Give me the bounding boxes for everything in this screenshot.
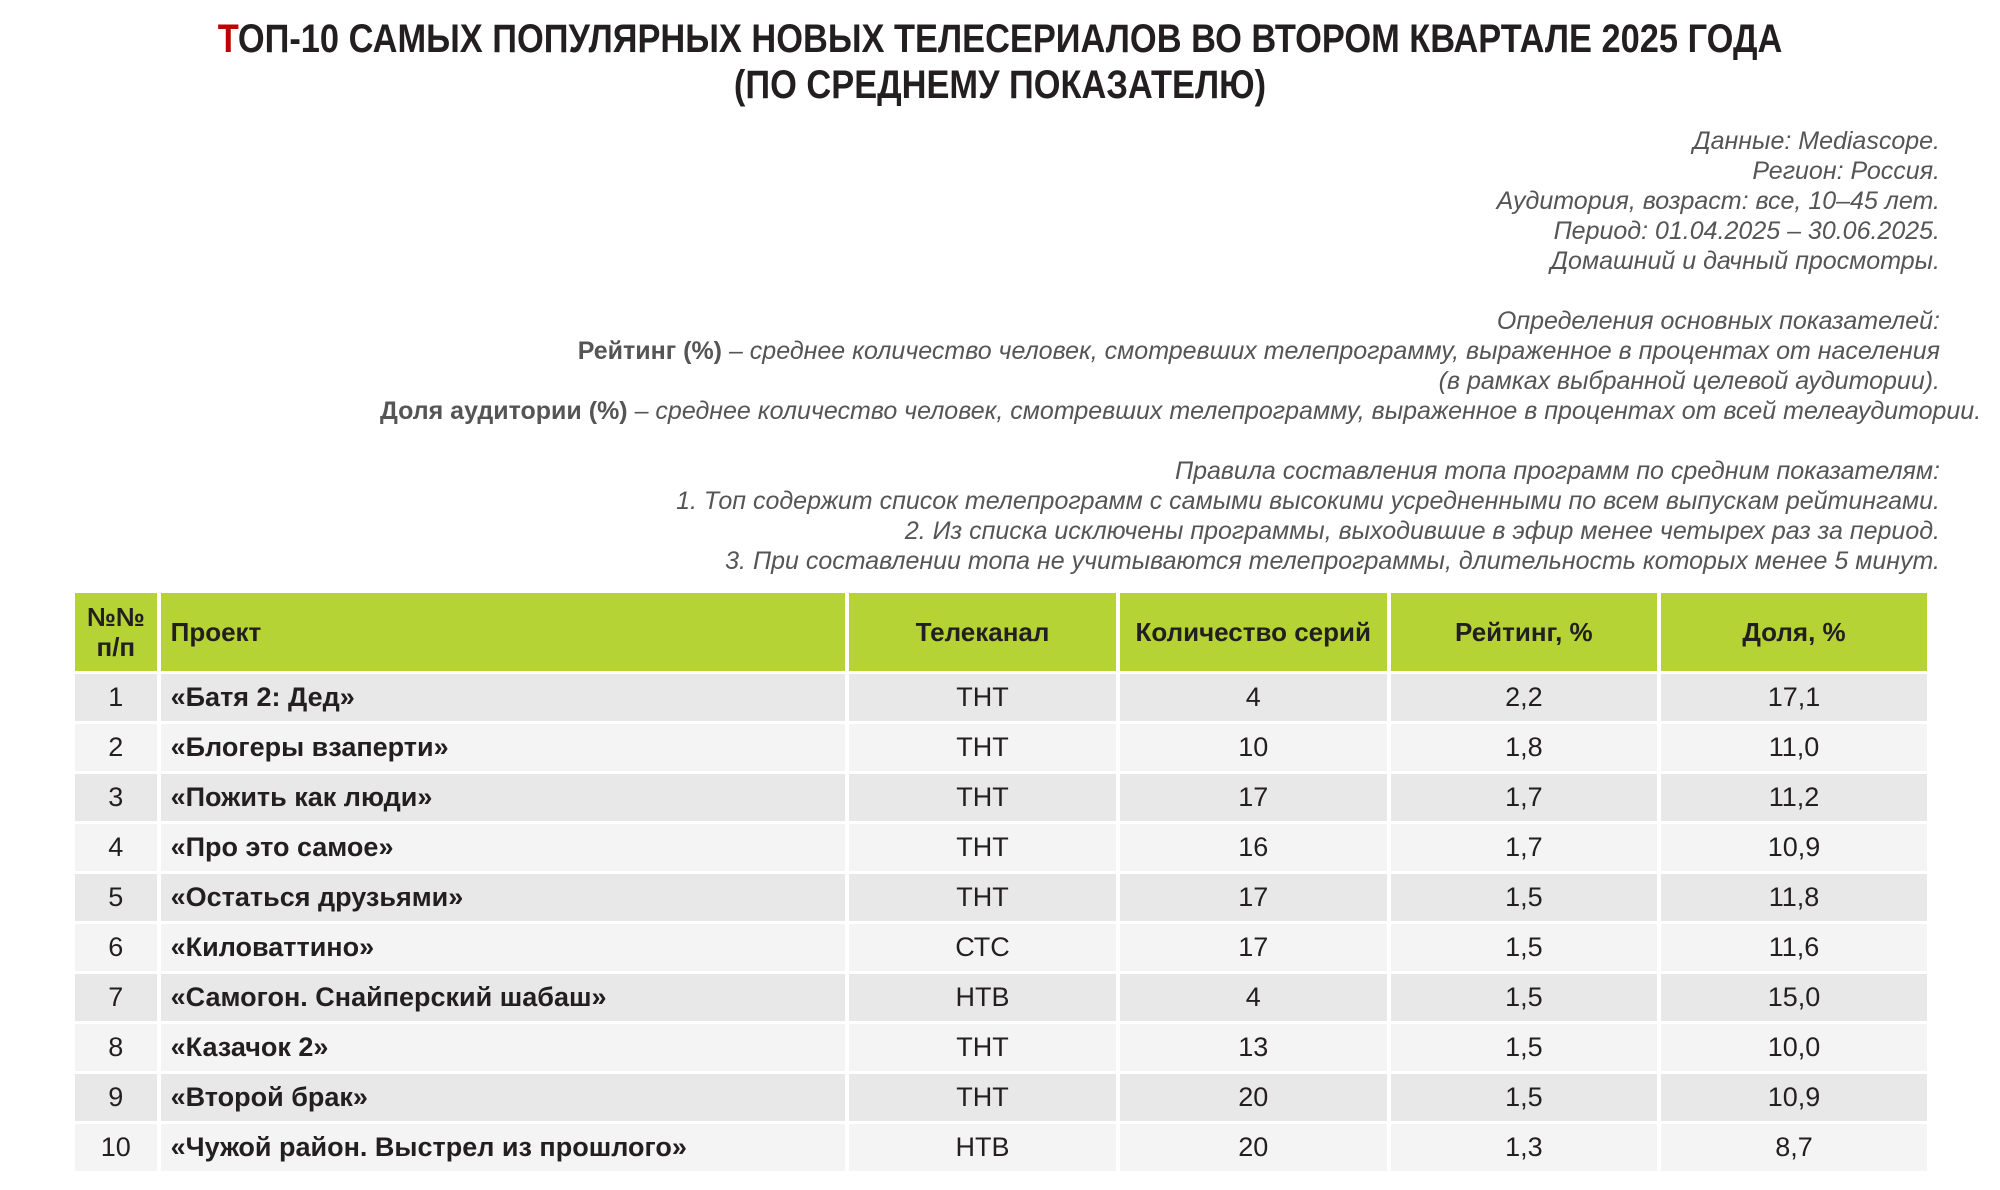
cell-episodes: 17	[1120, 924, 1387, 971]
spacer	[380, 426, 1940, 456]
rule-2: 2. Из списка исключены программы, выходившие в эфир менее четырех раз за период.	[904, 517, 1940, 545]
cell-channel: НТВ	[849, 974, 1116, 1021]
spacer	[380, 276, 1940, 306]
cell-share: 11,2	[1661, 774, 1927, 821]
meta-notes	[380, 126, 1982, 576]
cell-episodes: 4	[1120, 674, 1387, 721]
table-row	[75, 1024, 1927, 1071]
table-row	[75, 724, 1927, 771]
share-definition	[380, 396, 1982, 426]
table-row	[75, 874, 1927, 921]
cell-channel: НТВ	[849, 1124, 1116, 1171]
cell-project: «Пожить как люди»	[161, 774, 846, 821]
cell-episodes: 10	[1120, 724, 1387, 771]
cell-share: 8,7	[1661, 1124, 1927, 1171]
cell-num: 6	[75, 924, 157, 971]
cell-project: «Батя 2: Дед»	[161, 674, 846, 721]
region-note: Регион: Россия.	[1752, 157, 1940, 185]
cell-channel: ТНТ	[849, 874, 1116, 921]
title-accent-letter: Т	[217, 17, 238, 61]
cell-rating: 1,5	[1391, 974, 1657, 1021]
cell-episodes: 20	[1120, 1074, 1387, 1121]
cell-project: «Чужой район. Выстрел из прошлого»	[161, 1124, 846, 1171]
cell-episodes: 13	[1120, 1024, 1387, 1071]
share-definition-text: – среднее количество человек, смотревших телепрограмму, выраженное в процентах от всей телеаудитории.	[627, 397, 1982, 425]
cell-share: 11,6	[1661, 924, 1927, 971]
cell-channel: СТС	[849, 924, 1116, 971]
cell-rating: 1,3	[1391, 1124, 1657, 1171]
cell-num: 10	[75, 1124, 157, 1171]
cell-project: «Казачок 2»	[161, 1024, 846, 1071]
cell-project: «Блогеры взаперти»	[161, 724, 846, 771]
cell-rating: 1,7	[1391, 774, 1657, 821]
cell-episodes: 4	[1120, 974, 1387, 1021]
cell-project: «Самогон. Снайперский шабаш»	[161, 974, 846, 1021]
viewing-note: Домашний и дачный просмотры.	[1550, 247, 1940, 275]
table-body	[75, 674, 1927, 1171]
cell-channel: ТНТ	[849, 674, 1116, 721]
rating-term: Рейтинг (%)	[577, 337, 722, 365]
cell-rating: 1,5	[1391, 874, 1657, 921]
rule-3: 3. При составлении топа не учитываются телепрограммы, длительность которых менее 5 минут.	[725, 547, 1940, 575]
cell-episodes: 17	[1120, 874, 1387, 921]
audience-note: Аудитория, возраст: все, 10–45 лет.	[1496, 187, 1940, 215]
cell-channel: ТНТ	[849, 1024, 1116, 1071]
page-title	[140, 16, 1860, 108]
title-line-2: (ПО СРЕДНЕМУ ПОКАЗАТЕЛЮ)	[733, 63, 1267, 107]
table-row	[75, 1074, 1927, 1121]
cell-rating: 1,5	[1391, 1074, 1657, 1121]
cell-share: 17,1	[1661, 674, 1927, 721]
cell-rating: 2,2	[1391, 674, 1657, 721]
table-row	[75, 774, 1927, 821]
cell-share: 10,0	[1661, 1024, 1927, 1071]
share-term: Доля аудитории (%)	[380, 397, 628, 425]
rating-definition-cont: (в рамках выбранной целевой аудитории).	[1438, 367, 1940, 395]
cell-rating: 1,5	[1391, 924, 1657, 971]
title-line-1	[140, 16, 1860, 62]
cell-share: 11,8	[1661, 874, 1927, 921]
cell-channel: ТНТ	[849, 824, 1116, 871]
cell-num: 5	[75, 874, 157, 921]
header-episodes: Количество серий	[1120, 593, 1387, 671]
definitions-title: Определения основных показателей:	[1496, 307, 1940, 335]
header-project: Проект	[161, 593, 846, 671]
cell-share: 10,9	[1661, 1074, 1927, 1121]
cell-episodes: 20	[1120, 1124, 1387, 1171]
rating-definition-text: – среднее количество человек, смотревших телепрограмму, выраженное в процентах от населения	[722, 337, 1940, 365]
cell-num: 9	[75, 1074, 157, 1121]
rating-definition	[380, 336, 1940, 366]
cell-num: 4	[75, 824, 157, 871]
cell-share: 11,0	[1661, 724, 1927, 771]
header-channel: Телеканал	[849, 593, 1116, 671]
cell-project: «Второй брак»	[161, 1074, 846, 1121]
cell-share: 10,9	[1661, 824, 1927, 871]
rules-title: Правила составления топа программ по средним показателям:	[1174, 457, 1940, 485]
cell-project: «Про это самое»	[161, 824, 846, 871]
cell-num: 2	[75, 724, 157, 771]
rule-1: 1. Топ содержит список телепрограмм с самыми высокими усредненными по всем выпускам рейтингами.	[676, 487, 1940, 515]
cell-num: 3	[75, 774, 157, 821]
cell-num: 7	[75, 974, 157, 1021]
title-line-1-text: ОП-10 САМЫХ ПОПУЛЯРНЫХ НОВЫХ ТЕЛЕСЕРИАЛОВ ВО ВТОРОМ КВАРТАЛЕ 2025 ГОДА	[237, 17, 1783, 61]
cell-rating: 1,5	[1391, 1024, 1657, 1071]
cell-share: 15,0	[1661, 974, 1927, 1021]
cell-num: 1	[75, 674, 157, 721]
table-header-row	[75, 593, 1927, 671]
cell-num: 8	[75, 1024, 157, 1071]
cell-rating: 1,8	[1391, 724, 1657, 771]
cell-project: «Киловаттино»	[161, 924, 846, 971]
period-note: Период: 01.04.2025 – 30.06.2025.	[1553, 217, 1940, 245]
table-row	[75, 1124, 1927, 1171]
cell-channel: ТНТ	[849, 724, 1116, 771]
cell-project: «Остаться друзьями»	[161, 874, 846, 921]
header-num-line2: п/п	[96, 632, 136, 662]
cell-channel: ТНТ	[849, 1074, 1116, 1121]
cell-channel: ТНТ	[849, 774, 1116, 821]
header-num	[75, 593, 157, 671]
header-rating: Рейтинг, %	[1391, 593, 1657, 671]
header-share: Доля, %	[1661, 593, 1927, 671]
top10-table	[71, 590, 1931, 1174]
cell-rating: 1,7	[1391, 824, 1657, 871]
header-num-line1: №№	[86, 602, 145, 632]
data-source-note: Данные: Mediascope.	[1693, 127, 1940, 155]
cell-episodes: 17	[1120, 774, 1387, 821]
cell-episodes: 16	[1120, 824, 1387, 871]
table-row	[75, 824, 1927, 871]
table-row	[75, 674, 1927, 721]
table-row	[75, 974, 1927, 1021]
table-row	[75, 924, 1927, 971]
